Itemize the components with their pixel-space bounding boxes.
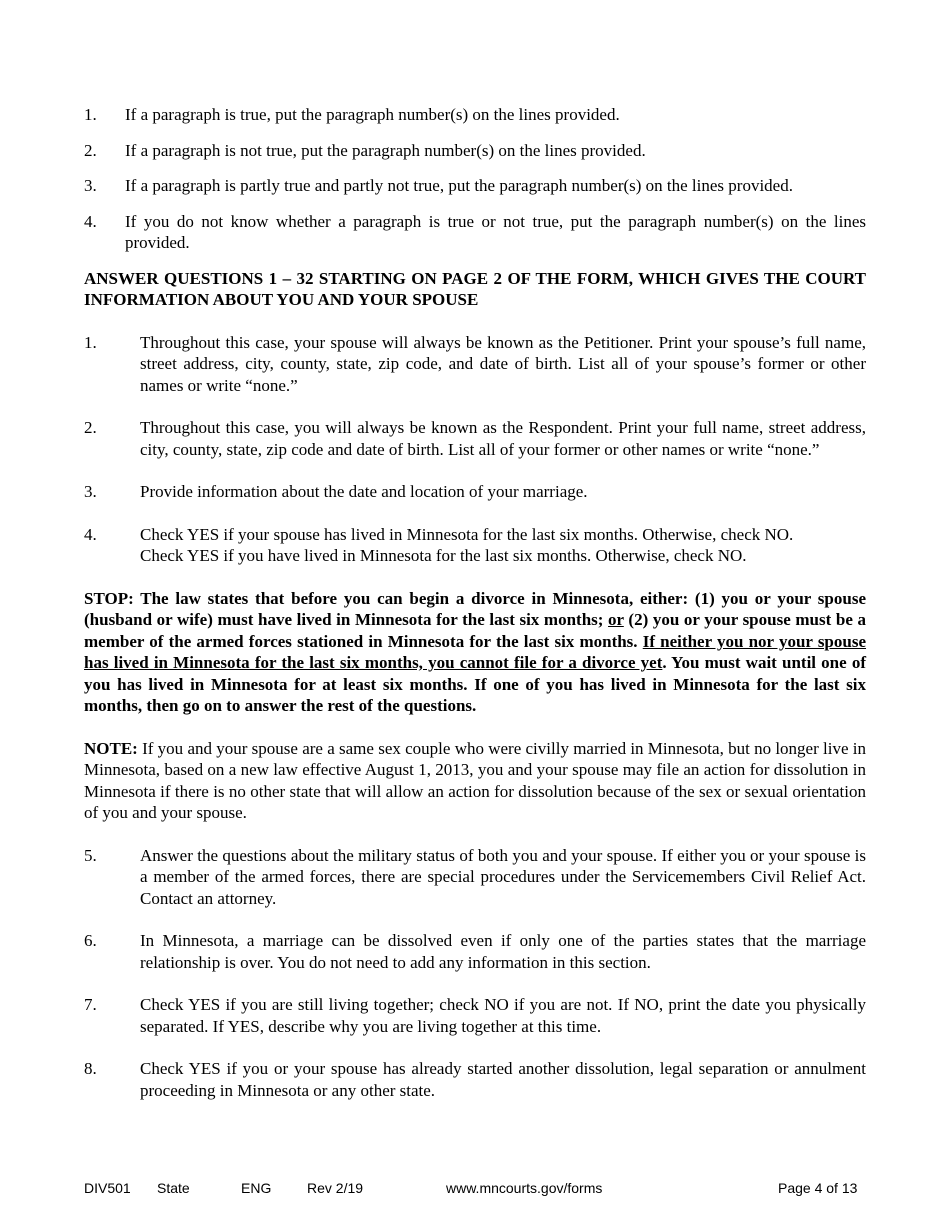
stop-text: (2) you or your spouse must be a member of the armed forces stationed in Minnesota for the last six months.: [84, 610, 866, 651]
note-text: If you and your spouse are a same sex couple who were civilly married in Minnesota, but no longer live in Minnesota, based on a new law effective August 1, 2013, you and your spouse may file an action for dissolution in Minnesota if there is no other state that will allow an action for dissolution because of the sex or sexual orientation of you and your spouse.: [84, 738, 866, 822]
instruction-text: If you do not know whether a paragraph is true or not true, put the paragraph number(s) on the lines provided.: [125, 211, 866, 252]
question-number: 5.: [84, 845, 97, 865]
page-footer: [84, 1180, 866, 1198]
question-number: 7.: [84, 995, 97, 1014]
note-paragraph: [84, 738, 866, 824]
question-text: Throughout this case, you will always be known as the Respondent. Print your full name, street address, city, county, state, zip code and date of birth. List all of your former or other names or write “none.”: [140, 418, 866, 459]
instruction-number: 4.: [84, 211, 97, 231]
instruction-number: 3.: [84, 176, 97, 195]
question-number: 4.: [84, 524, 97, 544]
question-text: Check YES if you are still living together; check NO if you are not. If NO, print the date you physically separated. If YES, describe why you are living together at this time.: [140, 995, 866, 1036]
stop-text: STOP: The law states that before you can begin a divorce in Minnesota, either: (1) you or your spouse (husband or wife) must have lived in Minnesota for the last six months;: [84, 588, 866, 629]
question-number: 1.: [84, 332, 97, 352]
instruction-text: If a paragraph is partly true and partly not true, put the paragraph number(s) on the lines provided.: [125, 176, 793, 195]
question-item: [84, 930, 866, 973]
footer-url[interactable]: www.mncourts.gov/forms: [446, 1180, 603, 1196]
question-line: Check YES if you have lived in Minnesota for the last six months. Otherwise, check NO.: [140, 546, 747, 565]
question-text: Answer the questions about the military status of both you and your spouse. If either you or your spouse is a member of the armed forces, there are special procedures under the Servicemembers Civil Relief Act. Contact an attorney.: [140, 845, 866, 908]
page-body: [84, 104, 866, 1122]
question-number: 2.: [84, 418, 97, 437]
section-heading: ANSWER QUESTIONS 1 – 32 STARTING ON PAGE 2 OF THE FORM, WHICH GIVES THE COURT INFORMATION ABOUT YOU AND YOUR SPOUSE: [84, 268, 866, 309]
question-item: [84, 845, 866, 910]
footer-page-number: Page 4 of 13: [778, 1180, 858, 1196]
footer-form-id: DIV501: [84, 1180, 131, 1196]
instruction-list: [84, 104, 866, 254]
question-text: [140, 524, 866, 567]
question-number: 8.: [84, 1059, 97, 1078]
question-item: [84, 994, 866, 1037]
question-text: Check YES if you or your spouse has already started another dissolution, legal separation or annulment proceeding in Minnesota or any other state.: [140, 1059, 866, 1100]
note-label: NOTE:: [84, 738, 138, 758]
stop-or-underlined: or: [608, 610, 624, 629]
stop-text: . You must wait until one of you has lived in Minnesota for at least six months. If one of you has lived in Minnesota for the last six months, then go on to answer the rest of the questions.: [84, 653, 866, 715]
question-number: 6.: [84, 931, 97, 950]
question-item: [84, 417, 866, 460]
question-text: Throughout this case, your spouse will always be known as the Petitioner. Print your spouse’s full name, street address, city, county, state, zip code, and date of birth. List all of your spouse’s former or other names or write “none.”: [140, 332, 866, 395]
question-line: Check YES if your spouse has lived in Minnesota for the last six months. Otherwise, check NO.: [140, 524, 794, 544]
instruction-text: If a paragraph is true, put the paragraph number(s) on the lines provided.: [125, 105, 620, 124]
footer-language: ENG: [241, 1180, 272, 1196]
question-number: 3.: [84, 482, 97, 501]
stop-warning: [84, 588, 866, 717]
footer-state: State: [157, 1180, 190, 1196]
question-item: [84, 481, 866, 503]
instruction-number: 2.: [84, 140, 97, 160]
question-item: [84, 332, 866, 397]
instruction-number: 1.: [84, 105, 97, 124]
instruction-text: If a paragraph is not true, put the paragraph number(s) on the lines provided.: [125, 140, 646, 160]
question-text: In Minnesota, a marriage can be dissolved even if only one of the parties states that the marriage relationship is over. You do not need to add any information in this section.: [140, 931, 866, 972]
instruction-item: [84, 140, 866, 162]
instruction-item: [84, 211, 866, 254]
question-item: [84, 1058, 866, 1101]
instruction-item: [84, 104, 866, 126]
stop-underlined-text: If neither you nor your spouse has lived in Minnesota for the last six months, you cannot file for a divorce yet: [84, 631, 867, 672]
question-text: Provide information about the date and location of your marriage.: [140, 482, 588, 501]
instruction-item: [84, 175, 866, 197]
question-item: [84, 524, 866, 567]
footer-revision: Rev 2/19: [307, 1180, 364, 1196]
